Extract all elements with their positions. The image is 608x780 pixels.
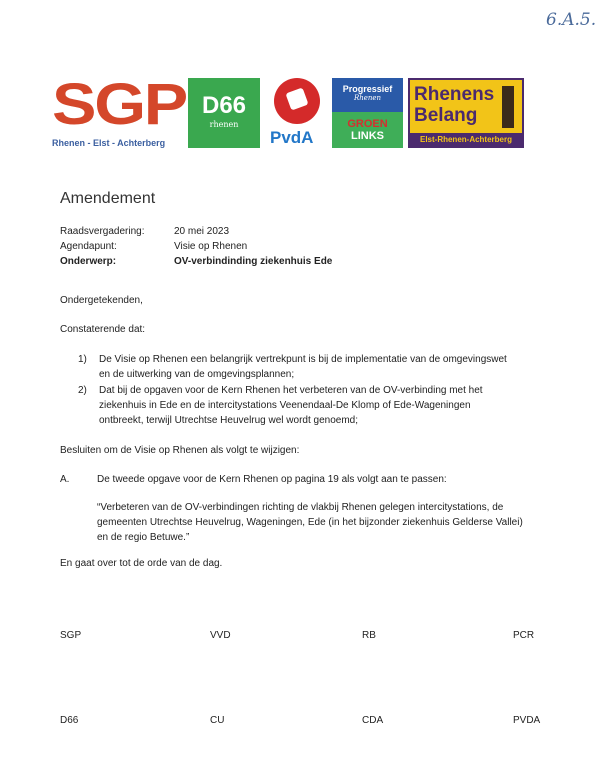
decision-text: De tweede opgave voor de Kern Rhenen op pagina 19 als volgt aan te passen: bbox=[97, 474, 447, 485]
sgp-logo: SGP Rhenen - Elst - Achterberg bbox=[52, 72, 186, 148]
pvda-logo: PvdA bbox=[266, 78, 328, 148]
closing: En gaat over tot de orde van de dag. bbox=[60, 558, 223, 569]
decision-letter: A. bbox=[60, 474, 70, 485]
quote-line: “Verbeteren van de OV-verbindingen richting de vlakbij Rhenen gelegen intercitystations, de bbox=[97, 502, 504, 513]
signature-label: PVDA bbox=[513, 715, 541, 726]
meta-value: Visie op Rhenen bbox=[174, 241, 248, 252]
meta-value: OV-verbindinding ziekenhuis Ede bbox=[174, 256, 333, 267]
groenlinks-logo: Progressief Rhenen GROEN LINKS bbox=[332, 78, 403, 148]
signature-label: SGP bbox=[60, 630, 82, 641]
signature-label: VVD bbox=[210, 630, 231, 641]
besluiten-heading: Besluiten om de Visie op Rhenen als volgt te wijzigen: bbox=[60, 445, 300, 456]
list-number: 1) bbox=[78, 354, 87, 365]
list-number: 2) bbox=[78, 385, 87, 396]
signature-label: RB bbox=[362, 630, 376, 641]
quote-line: gemeenten Utrechtse Heuvelrug, Wageningen, Ede (in het bijzonder ziekenhuis Gelderse Vallei) bbox=[97, 517, 523, 528]
meta-label: Onderwerp: bbox=[60, 256, 117, 267]
document-title: Amendement bbox=[60, 190, 156, 207]
quote-line: en de regio Betuwe.” bbox=[97, 532, 190, 543]
list-item-line: ontbreekt, terwijl Utrechtse Heuvelrug wel wordt genoemd; bbox=[99, 415, 359, 426]
meta-value: 20 mei 2023 bbox=[174, 226, 230, 237]
signature-label: CDA bbox=[362, 715, 384, 726]
constaterende-heading: Constaterende dat: bbox=[60, 324, 146, 335]
signature-label: PCR bbox=[513, 630, 535, 641]
d66-logo: D66 rhenen bbox=[188, 78, 260, 148]
signature-label: D66 bbox=[60, 715, 79, 726]
church-tower-icon bbox=[502, 86, 514, 128]
handwritten-code: 6.A.5. bbox=[546, 10, 597, 30]
meta-label: Raadsvergadering: bbox=[60, 226, 145, 237]
list-item-line: Dat bij de opgaven voor de Kern Rhenen het verbeteren van de OV-verbinding met het bbox=[99, 385, 483, 396]
greeting: Ondergetekenden, bbox=[60, 295, 143, 306]
list-item-line: De Visie op Rhenen een belangrijk vertrekpunt is bij de implementatie van de omgevingswet bbox=[99, 354, 507, 365]
list-item-line: ziekenhuis in Ede en de intercitystations Veenendaal-De Klomp of Ede-Wageningen bbox=[99, 400, 471, 411]
meta-label: Agendapunt: bbox=[60, 241, 117, 252]
signature-label: CU bbox=[210, 715, 225, 726]
rose-fist-icon bbox=[274, 78, 320, 124]
list-item-line: en de uitwerking van de omgevingsplannen; bbox=[99, 369, 295, 380]
rhenens-belang-logo: Rhenens Belang Elst-Rhenen-Achterberg bbox=[408, 78, 524, 148]
